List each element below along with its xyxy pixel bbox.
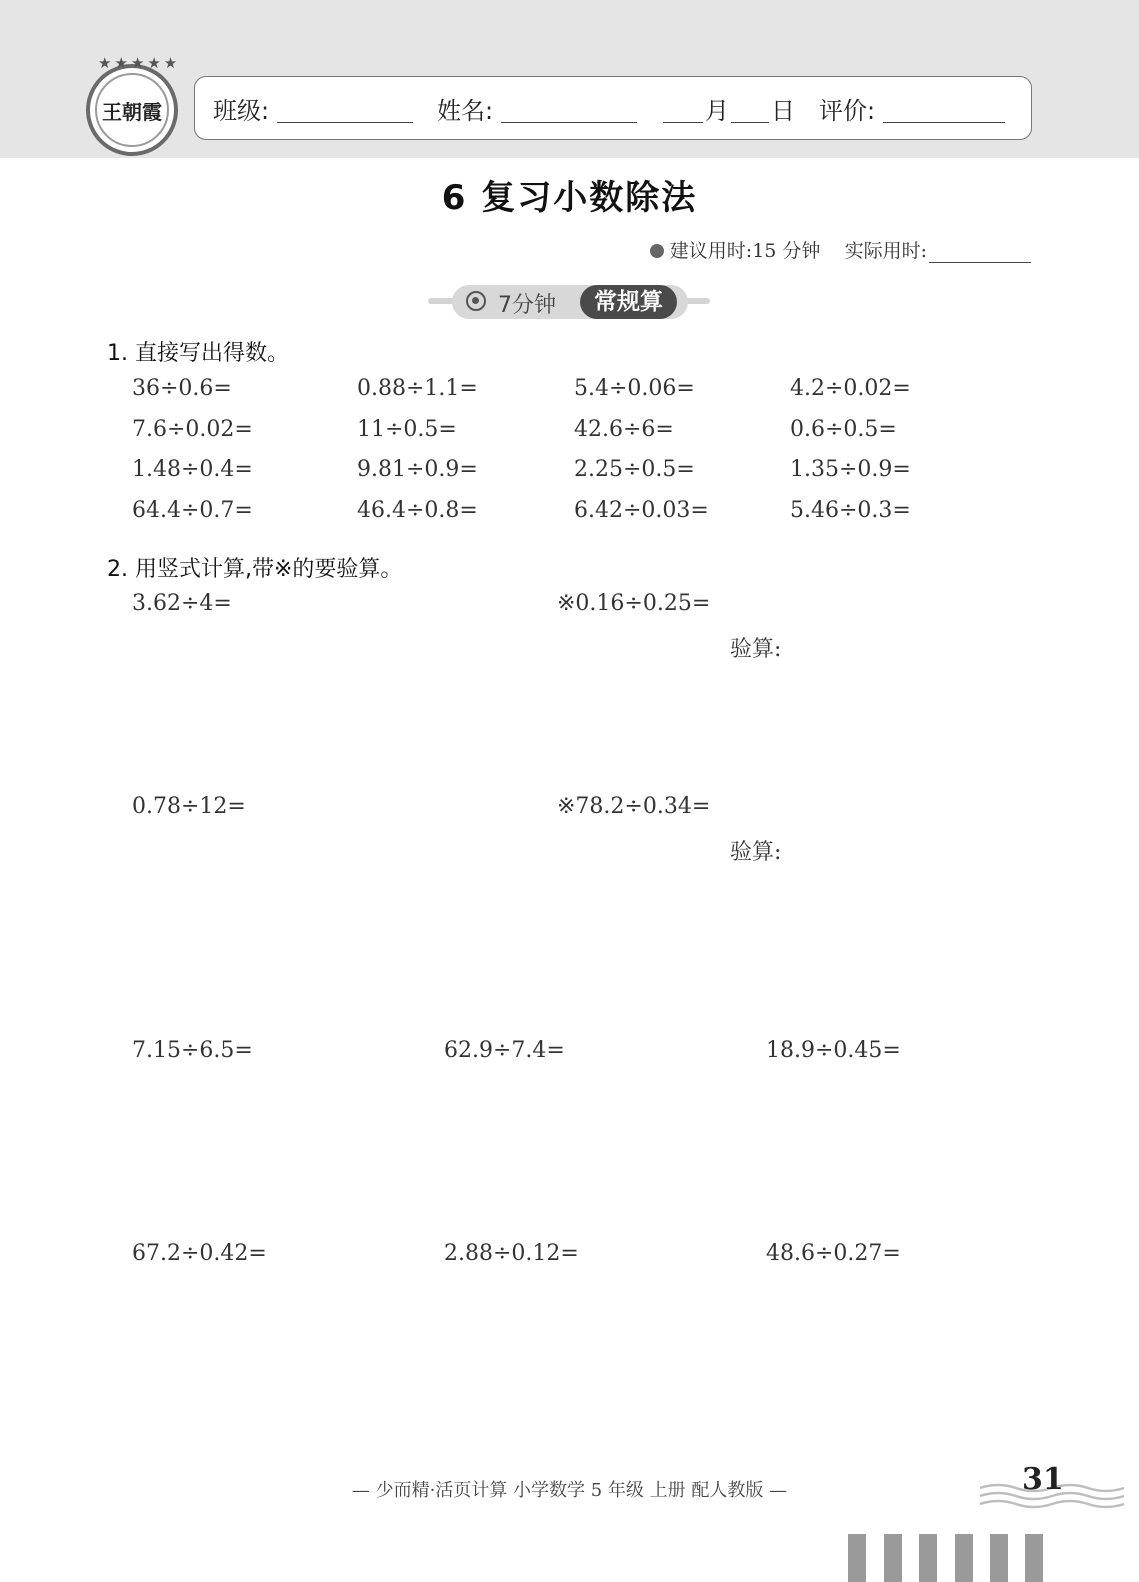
verify-label: 验算: bbox=[730, 840, 782, 865]
month-field[interactable] bbox=[663, 122, 703, 123]
clock-icon bbox=[650, 244, 664, 258]
banner-tag: 常规算 bbox=[580, 285, 677, 319]
logo-stars-icon: ★★★★★ bbox=[98, 54, 181, 72]
edge-bar bbox=[919, 1534, 937, 1582]
medal-icon bbox=[466, 291, 486, 311]
question-2-heading: 2. 用竖式计算,带※的要验算。 bbox=[107, 557, 403, 582]
q2-item-verify: ※0.16÷0.25= bbox=[557, 591, 711, 616]
name-label: 姓名: bbox=[437, 97, 494, 125]
month-label: 月 bbox=[705, 97, 729, 125]
logo-brand-text: 王朝霞 bbox=[102, 99, 162, 124]
q2-item: 67.2÷0.42= bbox=[132, 1241, 267, 1266]
q2-item: 62.9÷7.4= bbox=[444, 1038, 565, 1063]
q2-item: 7.15÷6.5= bbox=[132, 1038, 253, 1063]
q1-item: 0.6÷0.5= bbox=[790, 417, 897, 442]
q1-item: 9.81÷0.9= bbox=[357, 457, 478, 482]
banner-minutes: 7分钟 bbox=[498, 293, 556, 318]
edge-bar bbox=[1025, 1534, 1043, 1582]
q1-item: 2.25÷0.5= bbox=[574, 457, 695, 482]
section-banner bbox=[452, 285, 688, 319]
edge-bar bbox=[990, 1534, 1008, 1582]
evaluation-field[interactable] bbox=[883, 122, 1005, 123]
suggested-time: 建议用时:15 分钟 bbox=[669, 240, 821, 262]
verify-label: 验算: bbox=[730, 637, 782, 662]
q2-item: 18.9÷0.45= bbox=[766, 1038, 901, 1063]
day-field[interactable] bbox=[731, 122, 769, 123]
q1-item: 64.4÷0.7= bbox=[132, 498, 253, 523]
student-info-box bbox=[194, 76, 1032, 140]
q1-item: 0.88÷1.1= bbox=[357, 376, 478, 401]
q2-item-verify: ※78.2÷0.34= bbox=[557, 794, 711, 819]
q2-item: 0.78÷12= bbox=[132, 794, 246, 819]
edge-bar bbox=[884, 1534, 902, 1582]
q1-item: 5.4÷0.06= bbox=[574, 376, 695, 401]
q1-item: 7.6÷0.02= bbox=[132, 417, 253, 442]
page-number: 31 bbox=[1022, 1462, 1064, 1497]
q1-item: 46.4÷0.8= bbox=[357, 498, 478, 523]
q2-item: 2.88÷0.12= bbox=[444, 1241, 579, 1266]
class-field[interactable] bbox=[277, 122, 413, 123]
day-label: 日 bbox=[771, 97, 795, 125]
edge-bar bbox=[848, 1534, 866, 1582]
footer-text: — 少而精·活页计算 小学数学 5 年级 上册 配人教版 — bbox=[351, 1480, 788, 1501]
edge-bar bbox=[955, 1534, 973, 1582]
q1-item: 11÷0.5= bbox=[357, 417, 457, 442]
page-title: 6 复习小数除法 bbox=[441, 178, 698, 218]
q1-item: 6.42÷0.03= bbox=[574, 498, 709, 523]
time-row bbox=[650, 236, 1031, 263]
q2-item: 48.6÷0.27= bbox=[766, 1241, 901, 1266]
evaluation-label: 评价: bbox=[819, 97, 876, 125]
actual-time-label: 实际用时: bbox=[844, 240, 927, 262]
q1-item: 5.46÷0.3= bbox=[790, 498, 911, 523]
actual-time-field[interactable] bbox=[929, 244, 1031, 263]
q1-item: 1.35÷0.9= bbox=[790, 457, 911, 482]
publisher-logo bbox=[86, 54, 181, 156]
q1-item: 1.48÷0.4= bbox=[132, 457, 253, 482]
question-1-heading: 1. 直接写出得数。 bbox=[107, 341, 289, 366]
class-label: 班级: bbox=[213, 97, 270, 125]
name-field[interactable] bbox=[501, 122, 637, 123]
q2-item: 3.62÷4= bbox=[132, 591, 232, 616]
q1-item: 4.2÷0.02= bbox=[790, 376, 911, 401]
q1-item: 36÷0.6= bbox=[132, 376, 232, 401]
q1-item: 42.6÷6= bbox=[574, 417, 674, 442]
